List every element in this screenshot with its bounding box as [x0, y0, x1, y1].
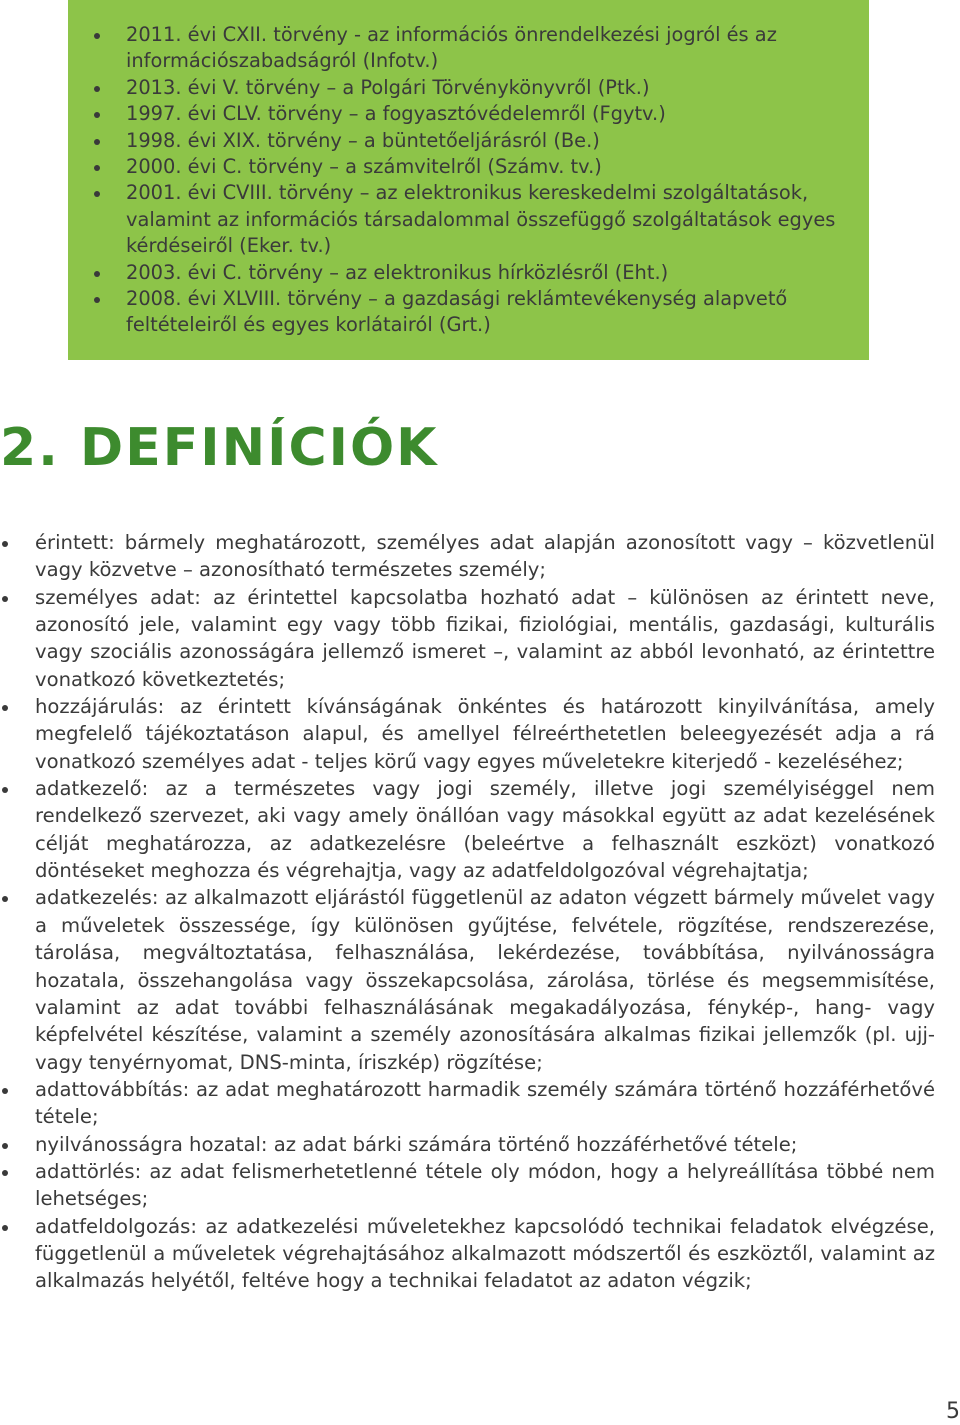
definition-item: [0, 884, 935, 1075]
law-item: [68, 260, 869, 286]
law-item-text: 1998. évi XIX. törvény – a büntetőeljárásról (Be.): [126, 128, 600, 152]
section-heading: 2. DEFINÍCIÓK: [0, 418, 439, 478]
definition-text: adatkezelés: az alkalmazott eljárástól függetlenül az adaton végzett bármely művelet vagy a műveletek összessége, így különösen gyűjtése, felvétele, rögzítése, rendszerezése, tárolása, megváltoztatása, felhasználása, lekérdezése, továbbítása, nyilvánosságra hozatala, összehangolása vagy összekapcsolása, zárolása, törlése és megsemmisítése, valamint az adat további felhasználásának megakadályozása, fénykép-, hang- vagy képfelvétel készítése, valamint a személy azonosítására alkalmas fizikai jellemzők (pl. ujj- vagy tenyérnyomat, DNS-minta, íriszkép) rögzítése;: [35, 886, 935, 1074]
legal-references-box: [68, 0, 869, 360]
definition-item: [0, 1076, 935, 1131]
law-item: [68, 286, 869, 339]
definition-item: [0, 775, 935, 884]
definition-text: adatfeldolgozás: az adatkezelési műveletekhez kapcsolódó technikai feladatok elvégzése, függetlenül a műveletek végrehajtásához alkalmazott módszertől és eszköztől, valamint az alkalmazás helyétől, feltéve hogy a technikai feladatot az adaton végzik;: [35, 1214, 935, 1293]
law-item-text: 2001. évi CVIII. törvény – az elektronikus kereskedelmi szolgáltatások, valamint az információs társadalommal összefüggő szolgáltatások egyes kérdéseiről (Eker. tv.): [126, 181, 836, 258]
law-item: [68, 154, 869, 180]
law-item: [68, 22, 869, 75]
law-item-text: 1997. évi CLV. törvény – a fogyasztóvédelemről (Fgytv.): [126, 102, 666, 126]
law-item-text: 2011. évi CXII. törvény - az információs önrendelkezési jogról és az információszabadságról (Infotv.): [126, 23, 777, 73]
definition-text: adattovábbítás: az adat meghatározott harmadik személy számára történő hozzáférhetővé tétele;: [35, 1077, 935, 1129]
law-item: [68, 180, 869, 259]
definition-text: érintett: bármely meghatározott, személyes adat alapján azonosított vagy – közvetlenül vagy közvetve – azonosítható természetes személy;: [35, 531, 935, 582]
definition-item: [0, 1131, 935, 1158]
law-item-text: 2008. évi XLVIII. törvény – a gazdasági reklámtevékenység alapvető feltételeiről és egyes korlátairól (Grt.): [126, 287, 788, 337]
law-item: [68, 128, 869, 154]
definitions-list: [0, 529, 935, 1295]
page-number: 5: [946, 1399, 960, 1424]
definition-item: [0, 1213, 935, 1295]
law-item: [68, 101, 869, 127]
definition-item: [0, 584, 935, 693]
definition-item: [0, 693, 935, 775]
law-item-text: 2003. évi C. törvény – az elektronikus hírközlésről (Eht.): [126, 260, 669, 284]
law-list: [68, 22, 869, 339]
definition-item: [0, 529, 935, 584]
definition-text: hozzájárulás: az érintett kívánságának önkéntes és határozott kinyilvánítása, amely megfelelő tájékoztatáson alapul, és amellyel félreérthetetlen beleegyezését adja a rá vonatkozó személyes adat - teljes körű vagy egyes műveletekre kiterjedő - kezeléséhez;: [35, 695, 935, 773]
law-item-text: 2000. évi C. törvény – a számvitelről (Számv. tv.): [126, 155, 602, 179]
definition-text: személyes adat: az érintettel kapcsolatba hozható adat – különösen az érintett neve, azonosító jele, valamint egy vagy több fizikai, fiziológiai, mentális, gazdasági, kulturális vagy szociális azonosságára jellemző ismeret –, valamint az abból levonható, az érintettre vonatkozó következtetés;: [35, 585, 935, 691]
definition-item: [0, 1158, 935, 1213]
definition-text: adattörlés: az adat felismerhetetlenné tétele oly módon, hogy a helyreállítása többé nem lehetséges;: [35, 1159, 935, 1211]
definition-text: adatkezelő: az a természetes vagy jogi személy, illetve jogi személyiséggel nem rendelkező szervezet, aki vagy amely önállóan vagy másokkal együtt az adat kezelésének célját meghatározza, az adatkezelésre (beleértve a felhasznált eszközt) vonatkozó döntéseket meghozza és végrehajtja, vagy az adatfeldolgozóval végrehajtatja;: [35, 777, 935, 883]
definition-text: nyilvánosságra hozatal: az adat bárki számára történő hozzáférhetővé tétele;: [35, 1132, 798, 1156]
law-item-text: 2013. évi V. törvény – a Polgári Törvénykönyvről (Ptk.): [126, 75, 650, 99]
law-item: [68, 75, 869, 101]
